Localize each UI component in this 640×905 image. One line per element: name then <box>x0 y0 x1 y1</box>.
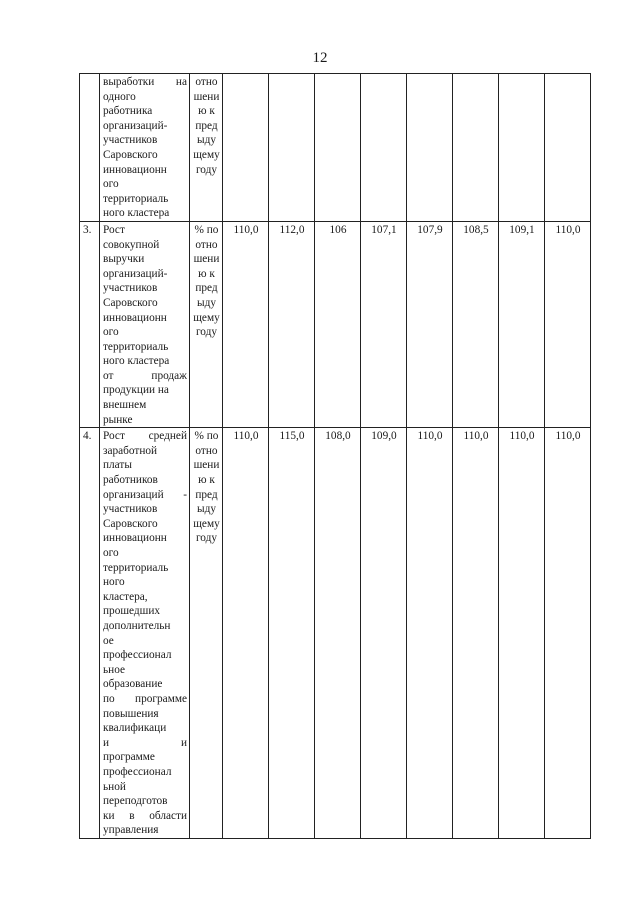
indicator-name-line: платы <box>103 459 132 472</box>
indicator-name-line: ое <box>103 634 114 647</box>
row-number: 4. <box>80 428 100 839</box>
unit-cell <box>190 428 223 839</box>
value-cell <box>407 74 453 222</box>
unit-line: году <box>195 326 218 339</box>
value-cell: 109,0 <box>361 428 407 839</box>
value-cell: 107,9 <box>407 221 453 427</box>
indicator-name-line: управления <box>103 824 159 837</box>
indicator-name-line: ного <box>103 576 125 589</box>
value-cell <box>545 74 591 222</box>
value-cell: 112,0 <box>269 221 315 427</box>
unit-line: ю к <box>198 474 215 487</box>
value-cell: 108,0 <box>315 428 361 839</box>
indicator-name-line: территориаль <box>103 192 169 205</box>
indicator-name-line: программе <box>103 751 155 764</box>
unit-line: % по <box>194 430 219 443</box>
indicator-name-line: инновационн <box>103 532 167 545</box>
indicator-name <box>100 221 190 427</box>
indicator-name-line: и и <box>103 736 187 749</box>
value-cell: 110,0 <box>499 428 545 839</box>
indicator-name-line: участников <box>103 134 158 147</box>
unit-line: пред <box>195 282 218 295</box>
value-cell: 115,0 <box>269 428 315 839</box>
indicator-name-line: ого <box>103 178 119 191</box>
indicator-name-line: участников <box>103 503 158 516</box>
unit-line: шени <box>193 459 220 472</box>
unit-line: отно <box>195 444 218 457</box>
value-cell <box>223 74 269 222</box>
value-cell: 110,0 <box>545 221 591 427</box>
value-cell <box>315 74 361 222</box>
unit-line: пред <box>195 488 218 501</box>
unit-line: отно <box>195 238 218 251</box>
value-cell: 110,0 <box>545 428 591 839</box>
indicator-name-line: инновационн <box>103 311 167 324</box>
indicator-name-line: территориаль <box>103 561 169 574</box>
value-cell <box>499 74 545 222</box>
indicator-name-line: территориаль <box>103 340 169 353</box>
unit-line: щему <box>193 148 220 161</box>
row-number <box>80 74 100 222</box>
indicator-name-line: одного <box>103 90 136 103</box>
value-cell: 110,0 <box>223 221 269 427</box>
indicator-name-line: рынке <box>103 413 133 426</box>
indicator-name-line: внешнем <box>103 399 147 412</box>
indicator-name-line: Саровского <box>103 517 158 530</box>
unit-line: ыду <box>197 296 216 309</box>
indicator-name-line: ного кластера <box>103 355 170 368</box>
value-cell <box>453 74 499 222</box>
indicator-name-line: ого <box>103 326 119 339</box>
indicator-name-line: инновационн <box>103 163 167 176</box>
unit-line: шени <box>193 90 220 103</box>
indicator-name-line: организаций - <box>103 488 187 501</box>
row-number: 3. <box>80 221 100 427</box>
indicator-name-line: Рост <box>103 223 125 236</box>
unit-line: щему <box>193 311 220 324</box>
unit-line: пред <box>195 119 218 132</box>
unit-cell <box>190 74 223 222</box>
indicator-name-line: по программе <box>103 692 187 705</box>
indicator-name-line: Саровского <box>103 296 158 309</box>
indicator-name-line: повышения <box>103 707 159 720</box>
value-cell <box>269 74 315 222</box>
value-cell: 106 <box>315 221 361 427</box>
value-cell <box>361 74 407 222</box>
indicator-name-line: Саровского <box>103 148 158 161</box>
table-row <box>80 428 591 839</box>
unit-line: году <box>195 163 218 176</box>
unit-line: году <box>195 532 218 545</box>
page-number: 12 <box>312 50 328 66</box>
unit-line: шени <box>193 253 220 266</box>
value-cell: 110,0 <box>223 428 269 839</box>
indicator-name-line: совокупной <box>103 238 160 251</box>
table-row <box>80 74 591 222</box>
indicator-name-line: выработки на <box>103 76 187 88</box>
table-row <box>80 221 591 427</box>
unit-cell <box>190 221 223 427</box>
value-cell: 107,1 <box>361 221 407 427</box>
indicator-name-line: организаций- <box>103 267 168 280</box>
indicator-name-line: от продаж <box>103 369 187 382</box>
value-cell: 109,1 <box>499 221 545 427</box>
indicator-name-line: прошедших <box>103 605 161 618</box>
indicator-name-line: дополнительн <box>103 619 171 632</box>
value-cell: 110,0 <box>407 428 453 839</box>
indicator-name-line: организаций- <box>103 119 168 132</box>
indicator-name-line: выручки <box>103 253 145 266</box>
indicator-name-line: работников <box>103 474 158 487</box>
indicators-table <box>79 73 591 839</box>
indicator-name-line: ьной <box>103 780 126 793</box>
indicator-name-line: Рост средней <box>103 430 187 443</box>
unit-line: отно <box>195 76 218 88</box>
indicator-name-line: кластера, <box>103 590 148 603</box>
indicator-name-line: переподготов <box>103 795 168 808</box>
indicator-name-line: ого <box>103 547 119 559</box>
unit-line: % по <box>194 223 219 236</box>
value-cell: 108,5 <box>453 221 499 427</box>
indicator-name-line: работника <box>103 105 153 118</box>
indicator-name-line: образование <box>103 678 163 691</box>
indicator-name-line: ного кластера <box>103 207 170 220</box>
unit-line: ю к <box>198 267 215 280</box>
indicator-name-line: продукции на <box>103 384 169 397</box>
indicator-name <box>100 74 190 222</box>
indicator-name-line: ьное <box>103 663 125 676</box>
indicator-name-line: заработной <box>103 444 158 457</box>
indicator-name-line: профессионал <box>103 649 172 662</box>
unit-line: ю к <box>198 105 215 118</box>
indicator-name-line: квалификаци <box>103 722 167 735</box>
indicator-name-line: профессионал <box>103 765 172 778</box>
unit-line: щему <box>193 517 220 530</box>
indicator-name <box>100 428 190 839</box>
unit-line: ыду <box>197 503 216 516</box>
value-cell: 110,0 <box>453 428 499 839</box>
unit-line: ыду <box>197 134 216 147</box>
indicator-name-line: участников <box>103 282 158 295</box>
indicator-name-line: ки в области <box>103 809 187 822</box>
